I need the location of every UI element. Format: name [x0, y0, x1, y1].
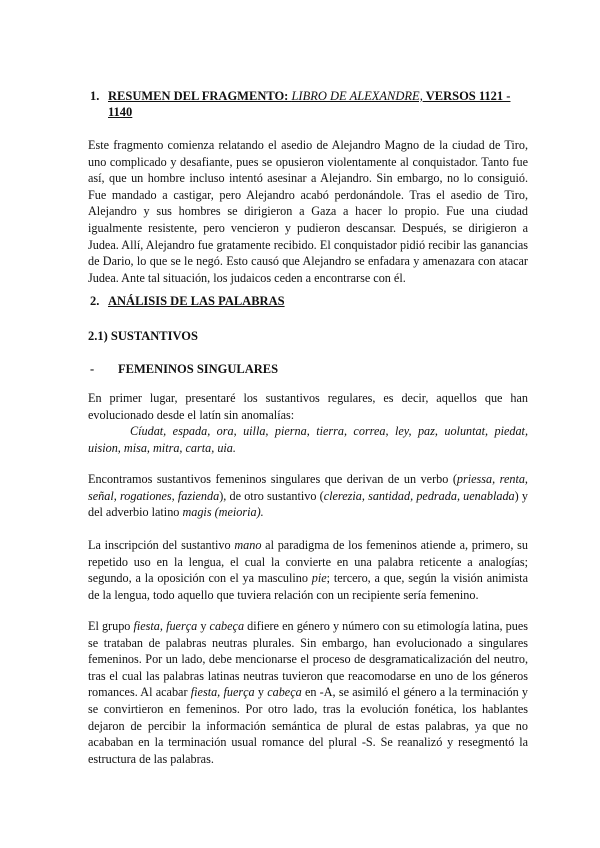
paragraph-text: en -A, se asimiló el género a la terminación y se convirtieron en femeninos. Por otro lado, tras la evolución fonética, los hablantes dejaron de percibir la información semántica de plural de estas palabras, ya que no acababan en la terminación usual romance del plural -S. Se reanalizó y resegmentó la estructura de las palabras. [88, 685, 529, 766]
subheading-title: FEMENINOS SINGULARES [118, 362, 279, 376]
section-title [108, 88, 528, 120]
paragraph-text: El grupo [88, 619, 134, 633]
section-number: 1. [90, 89, 100, 103]
list-dash: - [90, 362, 95, 376]
title-prefix: RESUMEN DEL FRAGMENTO: [108, 89, 292, 103]
example-word: pie [311, 571, 327, 586]
example-word: cabeça [209, 619, 245, 633]
example-word: mano [234, 538, 262, 552]
subheading [90, 362, 278, 377]
section-number: 2. [90, 294, 100, 308]
section-title: ANÁLISIS DE LAS PALABRAS [108, 294, 285, 308]
example-words: priessa, renta, señal, rogationes, fazienda [88, 472, 528, 503]
title-work-name: LIBRO DE ALEXANDRE, [291, 89, 423, 103]
section-2-heading [90, 294, 285, 309]
paragraph-text: ), de otro sustantivo ( [219, 488, 324, 503]
derived-nouns-paragraph [88, 471, 528, 521]
summary-paragraph: Este fragmento comienza relatando el asedio de Alejandro Magno de la ciudad de Tiro, uno complicado y desafiante, pues se opusieron violentamente al conquistador. Tanto fue así, que un hombre incluso intentó asesinar a Alejandro. Sin embargo, no lo consiguió. Fue mandado a castigar, pero Alejandro acabó perdonándole. Tras el asedio de Tiro, Alejandro y sus hombres se dirigieron a Gaza a hacer lo propio. Fue una ciudad igualmente resistente, pero vencieron y pudieron descansar. Después, se dirigieron a Judea. Allí, Alejandro fue gratamente recibido. El conquistador pidió recibir las ganancias de Dario, lo que se le negó. Esto causó que Alejandro se enfadara y amenazara con atacar Judea. Ante tal situación, los judaicos ceden a encontrarse con él. [88, 138, 528, 285]
paragraph-text: ) y del adverbio latino [88, 488, 528, 520]
title-verses: VERSOS 1121 - 1140 [108, 89, 511, 119]
paragraph-text: ; tercero, a que, según la visión animista de la lengua, todo aquello que tuviera relación con un recipiente sería femenino. [88, 571, 528, 602]
subsection-heading: 2.1) SUSTANTIVOS [88, 329, 198, 343]
paragraph-text: y [197, 619, 210, 633]
paragraph-text: al paradigma de los femeninos atiende a, primero, su repetido uso en la lengua, el cual la convierte en una palabra reticente a analogías; segundo, a la oposición con el ya masculino [88, 538, 528, 586]
paragraph-text: La inscripción del sustantivo [88, 538, 235, 552]
example-words: fiesta, fuerça [190, 685, 255, 700]
example-words: fiesta, fuerça [133, 619, 198, 633]
paragraph-text: Encontramos sustantivos femeninos singulares que derivan de un verbo ( [88, 472, 457, 486]
example-words: clerezia, santidad, pedrada, uenablada [323, 488, 515, 503]
mano-paragraph [88, 537, 528, 603]
group-paragraph [88, 618, 528, 767]
example-words: magis (meioria). [182, 505, 264, 520]
example-word: cabeça [267, 685, 302, 700]
paragraph-text: y [254, 685, 268, 700]
intro-paragraph: En primer lugar, presentaré los sustantivos regulares, es decir, aquellos que han evolucionado desde el latín sin anomalías: [88, 391, 528, 422]
paragraph-text: difiere en género y número con su etimología latina, pues se trataban de palabras neutras plurales. Sin embargo, han evolucionado a singulares femeninos. Por un lado, debe mencionarse el proceso de desgramaticalización del neutro, tras el cual las palabras latinas neutras tuvieron que reacomodarse en uno de los géneros romances. Al acabar [88, 619, 528, 700]
regular-nouns-list: Cíudat, espada, ora, uilla, pierna, tierra, correa, ley, paz, uoluntat, piedat, uision, misa, mitra, carta, uia. [88, 424, 528, 455]
